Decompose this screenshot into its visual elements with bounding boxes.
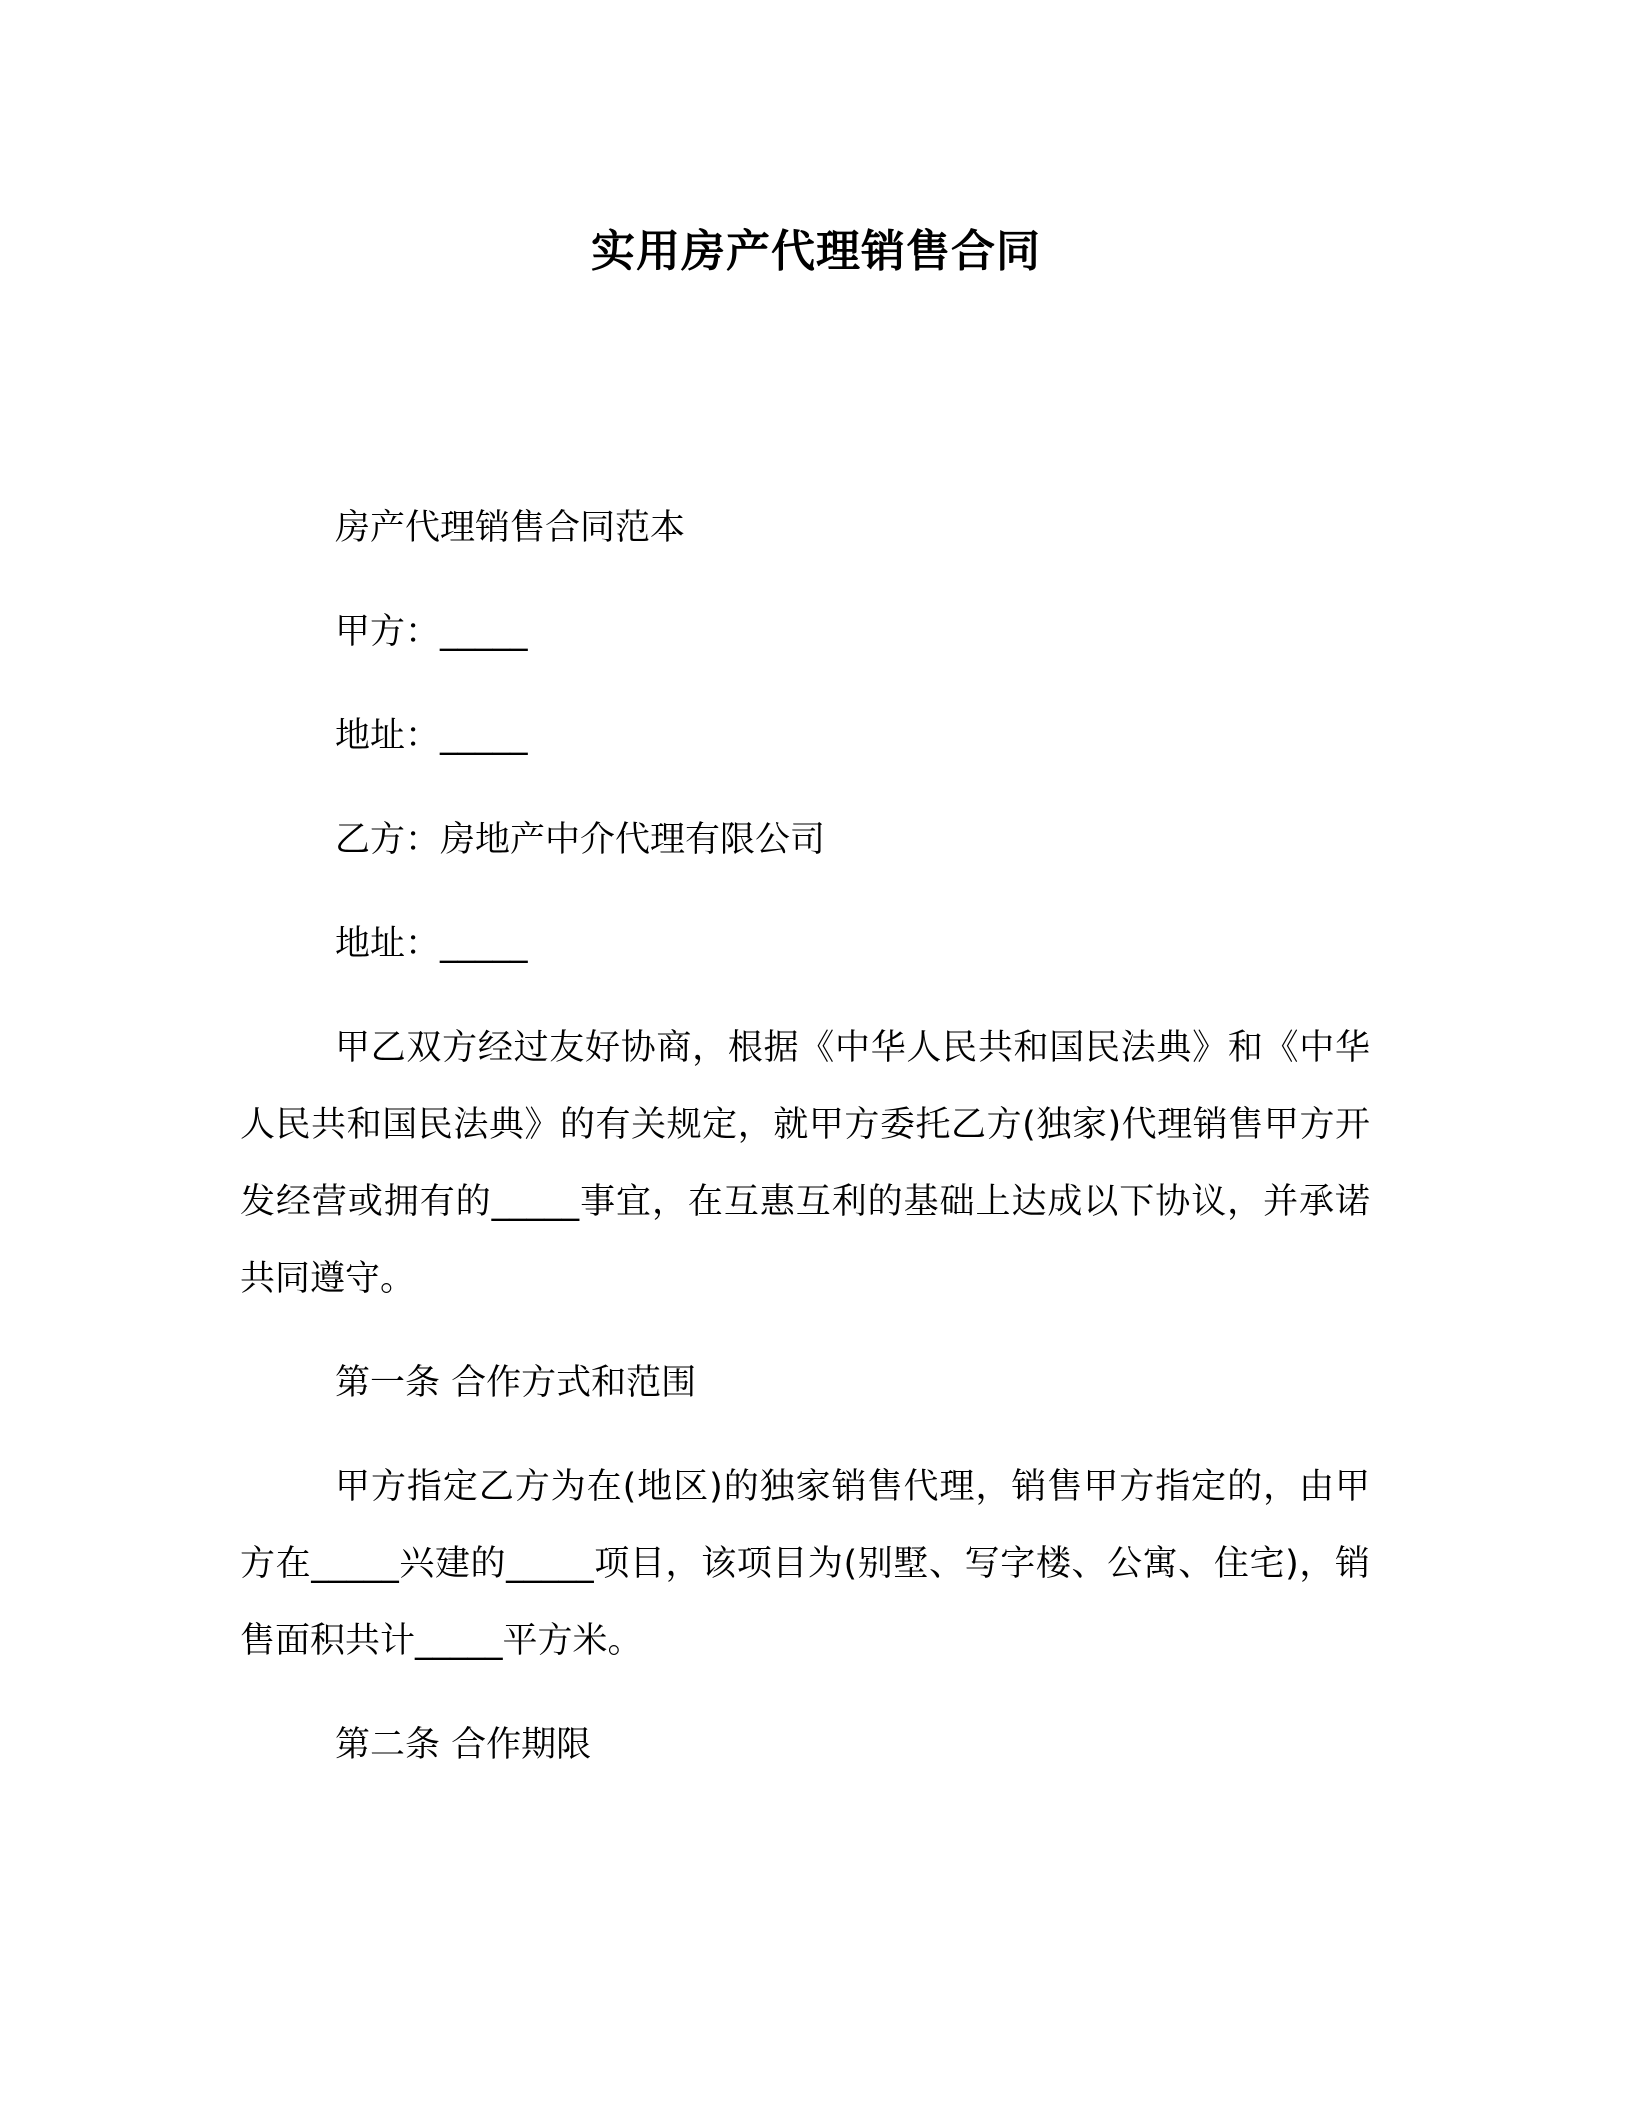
document-body: [240, 490, 1370, 1811]
party-b-address-line: 地址：_____: [335, 924, 528, 964]
article-one-heading: 第一条 合作方式和范围: [335, 1363, 697, 1403]
preamble-paragraph: 甲乙双方经过友好协商，根据《中华人民共和国民法典》和《中华人民共和国民法典》的有关规定，就甲方委托乙方(独家)代理销售甲方开发经营或拥有的_____事宜，在互惠互利的基础上达成以下协议，并承诺共同遵守。: [240, 1028, 1370, 1299]
party-a-line: 甲方：_____: [335, 612, 528, 652]
document-title: 实用房产代理销售合同: [591, 226, 1041, 277]
party-a-address-line: 地址：_____: [335, 716, 528, 756]
article-one-paragraph: 甲方指定乙方为在(地区)的独家销售代理，销售甲方指定的，由甲方在_____兴建的_____项目，该项目为(别墅、写字楼、公寓、住宅)，销售面积共计_____平方米。: [240, 1467, 1370, 1661]
subtitle-paragraph: 房产代理销售合同范本: [335, 508, 686, 548]
party-b-line: 乙方：房地产中介代理有限公司: [335, 820, 826, 860]
article-two-heading: 第二条 合作期限: [335, 1725, 592, 1765]
